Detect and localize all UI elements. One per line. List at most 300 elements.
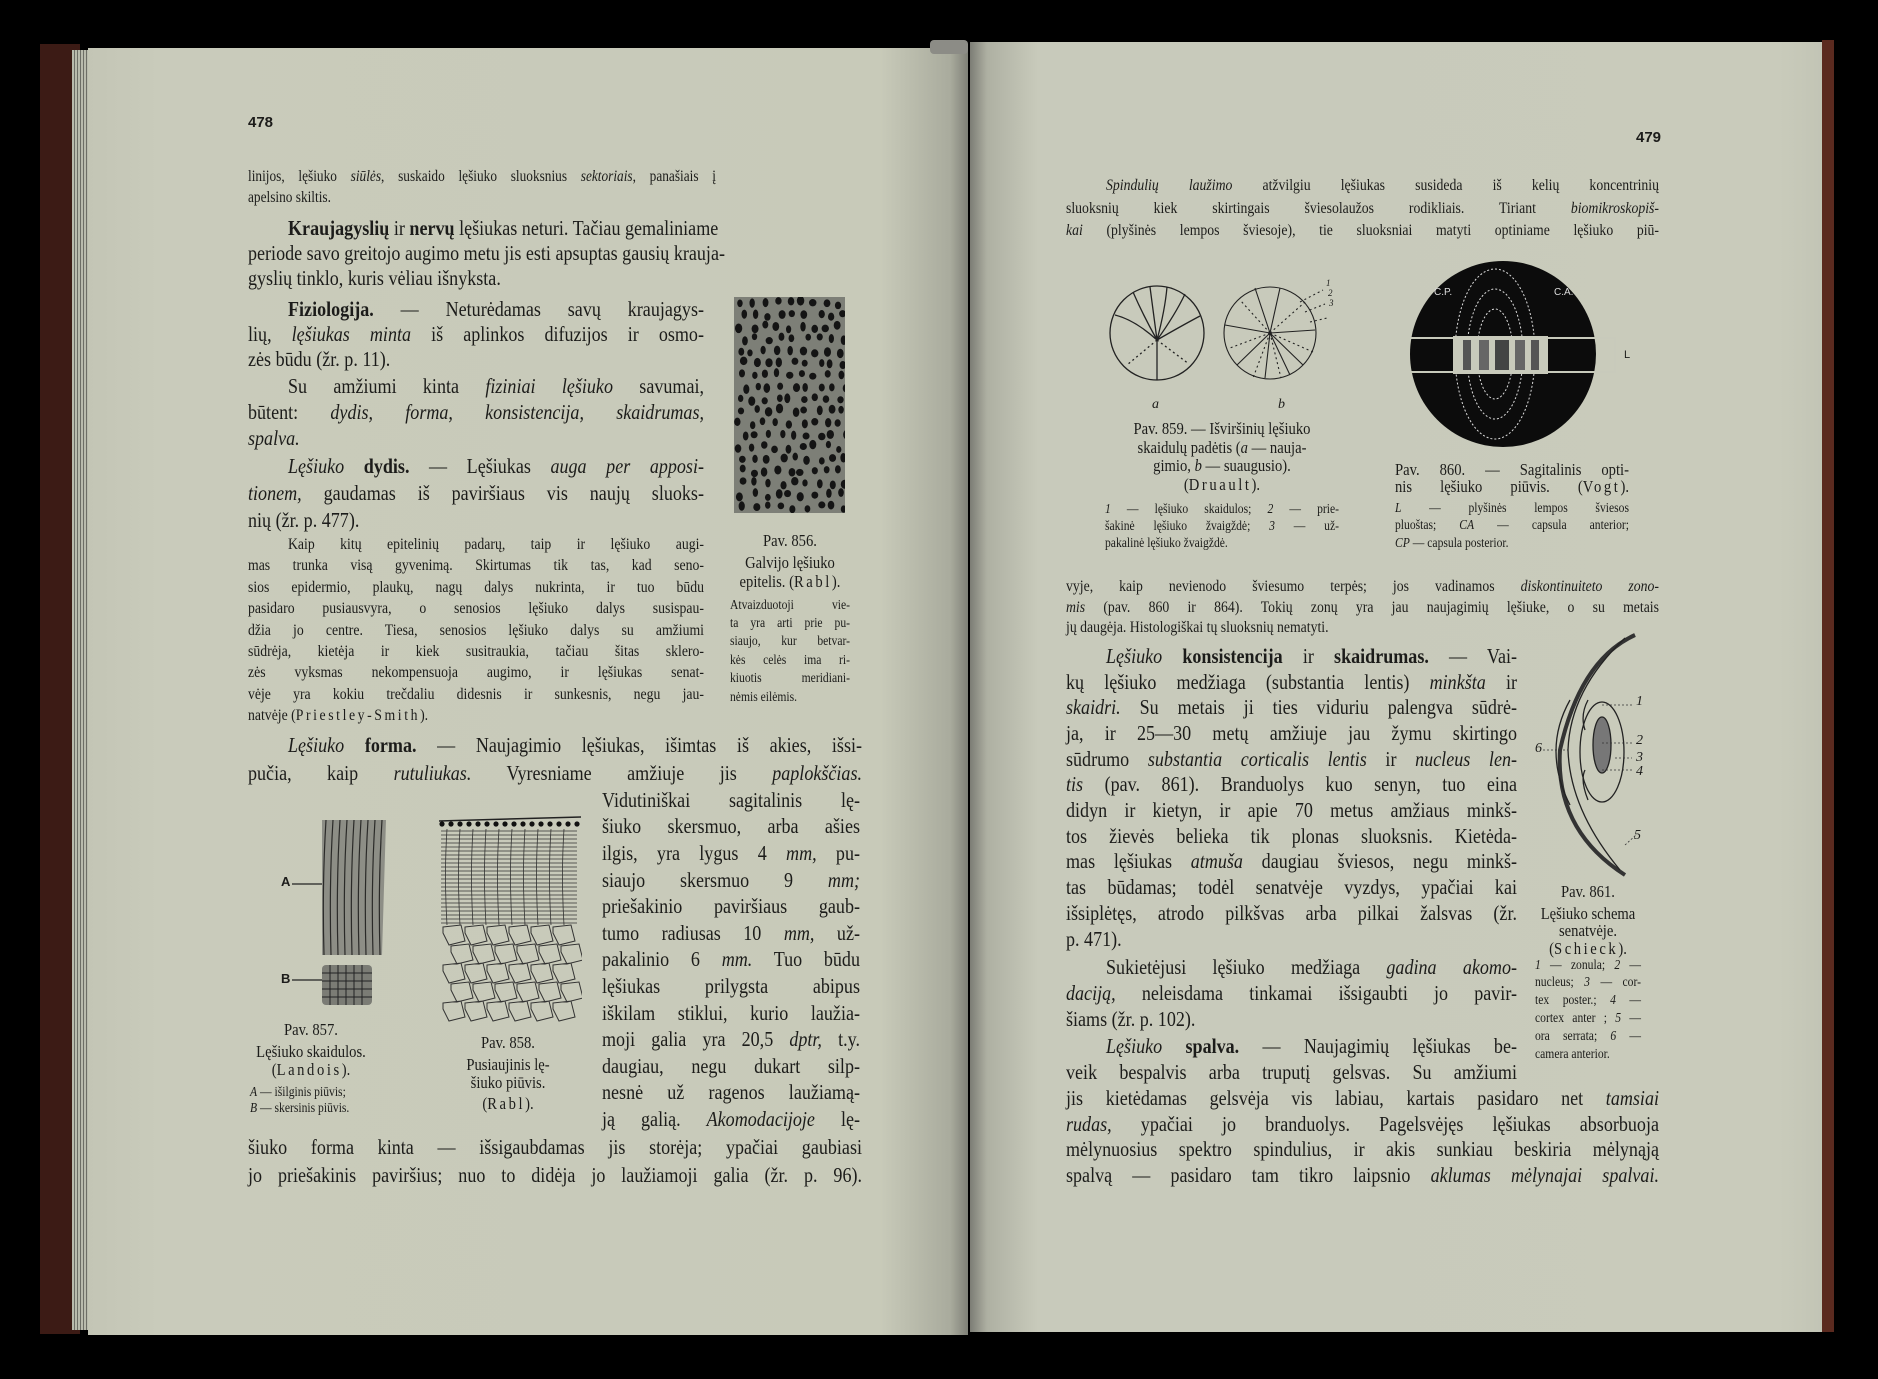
figure-856-nucleus-dot [763,383,770,393]
text-run: jis kietėdamas gelsvėja vis labiau, kartais pasidaro net [1066,1085,1606,1110]
left-p8-line [602,813,860,839]
left-p3-line [248,346,704,372]
figures-fig858-title-line [448,1093,568,1114]
italic-run: rutuliukas. [393,760,472,785]
text-run: mas trunka visą gyvenimą. Skirtumas tik tas, kad seno- [248,557,704,575]
text-run: — nauja- [1247,437,1307,457]
text-run: sluoksnių kiek skirtingais šviesolaužos rodikliais. Tiriant [1066,199,1571,217]
figure-856-nucleus-dot [747,349,752,356]
italic-run: biomikroskopiš- [1570,199,1659,217]
figure-856-nucleus-dot [743,384,749,394]
figure-856-nucleus-dot [789,334,795,342]
text-run: vyje, kaip nevienodo šviesumo terpės; jos vadinamos [1066,578,1521,595]
figure-856-nucleus-dot [817,479,823,488]
italic-run: L [1395,499,1402,515]
text-run: ). [831,572,841,592]
figure-857-fibers-longitudinal [292,820,386,955]
figure-858-epithelial-nucleus [574,821,579,826]
spaced-run: Druault [1188,474,1252,494]
text-run: Pav. 861. [1561,882,1615,902]
binding-thread [930,40,968,54]
text-run: nucleus; [1535,974,1585,990]
figure-860-label-cp: C.P. [1434,287,1453,298]
right-p4-line [1106,954,1517,980]
figure-856-nucleus-dot [827,430,834,439]
figure-856-nucleus-dot [805,334,811,341]
italic-run: tionem, [248,480,302,505]
text-run: būtent: [248,399,331,424]
left-p8-line [602,973,860,999]
figure-860-label-ca: C.A. [1554,287,1574,298]
text-run: ). [1618,939,1627,959]
italic-run: 1 [1105,500,1111,516]
figure-856-nucleus-dot [839,371,845,380]
right-p1-line [1066,221,1659,241]
figure-856-nucleus-dot [824,466,830,473]
figure-856-nucleus-dot [775,297,781,305]
text-run: tos žievės belieka tik plonas sluoksnis. Kietėda- [1066,823,1517,848]
italic-run: diskontinuiteto zono- [1520,578,1660,595]
text-run: — plyšinės lempos šviesos [1401,499,1629,515]
figure-856-nucleus-dot [817,333,823,340]
text-run: pakalinio 6 [602,947,722,972]
text-run: (pav. 860 ir 864). Tokių zonų yra jau naujagimių lęšiuke, o su metais [1085,598,1659,616]
left-p8-line [602,787,860,813]
text-run: Lęšiuko schema [1540,904,1636,924]
page-number-right: 479 [1636,129,1662,146]
italic-run: auga per apposi- [550,453,704,478]
right-p3-line [1066,669,1517,695]
text-run: ilgis, yra lygus 4 [602,841,787,866]
figure-856-nucleus-dot [800,347,807,356]
right-p6-line [1066,1085,1659,1111]
figure-858-epithelial-nucleus [475,821,480,826]
text-run: senatvėje. [1558,921,1618,941]
figure-861-mark-3: 3 [1636,750,1643,765]
figures-fig860-legend-line [1395,517,1629,534]
text-run: veik bespalvis arba truputį gelsvas. Su amžiumi [1066,1059,1517,1084]
figure-856-nucleus-dot [827,359,833,368]
figures-fig861-legend-line [1535,974,1641,991]
text-run: priešakinio paviršiaus gaub- [602,894,860,919]
right-p5-line [1106,1033,1517,1059]
figure-856-nucleus-dot [786,325,791,333]
figure-856-nucleus-dot [762,397,768,404]
figure-856-nucleus-dot [791,431,796,440]
text-run: išsiplėtęs, atrodo pilkšvas arba pilkai žalsvas (žr. [1066,900,1517,925]
right-p2-line [1066,577,1659,597]
text-run: kiuotis meridiani- [730,670,850,686]
figure-858-epithelial-nucleus [565,821,570,826]
italic-run: Lęšiuko [288,732,345,757]
text-run: moji galia yra 20,5 [602,1027,790,1052]
italic-run: Lęšiuko [288,453,345,478]
text-run: tumo radiusas 10 [602,920,784,945]
figure-856-nucleus-dot [756,383,761,390]
figure-859-circle-a [1110,286,1204,380]
figure-856-nucleus-dot [812,393,818,401]
figures-fig859-legend-line [1105,535,1339,552]
italic-run: Lęšiuko [1106,643,1163,668]
figure-859-circle-b [1224,287,1327,379]
spaced-run: Schieck [1553,939,1619,959]
text-run: atžvilgiu lęšiukas susideda iš kelių koncentrinių [1232,177,1659,194]
text-run: — [1615,992,1642,1008]
figure-856-nucleus-dot [735,323,742,333]
figure-859-mark-3: 3 [1329,298,1334,308]
italic-run: B [250,1100,258,1116]
text-run: Pav. 858. [481,1033,535,1053]
italic-run: mm, [783,920,815,945]
figures-fig861-legend-line [1535,1028,1641,1045]
italic-run: 5 [1615,1009,1622,1025]
figure-856-nucleus-dot [772,322,779,331]
figure-856-nucleus-dot [784,490,791,497]
text-run: pučia, kaip [248,760,394,785]
right-p1-line [1106,176,1659,196]
text-run: gaudamas iš paviršiaus vis naujų sluoks- [301,480,704,505]
figure-856-nucleus-dot [802,383,808,392]
left-p1-line [248,188,716,207]
text-run: camera anterior. [1535,1045,1610,1061]
figures-fig858-title-line [448,1032,568,1053]
left-p6-line [248,685,704,705]
figure-856-nucleus-dot [776,357,782,367]
text-run: t.y. [821,1027,860,1052]
right-p5-line [1066,1059,1517,1085]
text-run: spalvą — pasidaro tam tikro laipsnio [1066,1162,1431,1187]
figures-fig859-legend-line [1105,518,1339,535]
text-run: nėmis eilėmis. [730,688,798,704]
figure-856-nucleus-dot [819,384,825,392]
figure-858-polygonal-cells [443,925,582,1021]
figure-860-slit-lamp-section [1395,258,1620,453]
figure-856-nucleus-dot [771,446,778,454]
text-run: iš aplinkos difuzijos ir osmo- [411,321,704,346]
figures-fig857-legend-line [250,1100,376,1117]
text-run: savumai, [612,373,705,398]
text-run: Atvaizduotoji vie- [730,596,850,612]
figure-856-nucleus-dot [799,370,805,377]
right-p6-line [1066,1111,1659,1137]
figure-856-nucleus-dot [762,370,768,378]
figure-856-nucleus-dot [755,405,760,413]
figure-856-nucleus-dot [825,370,831,377]
figure-856-nucleus-dot [835,419,841,426]
bold-run: forma. [364,732,417,757]
spaced-run: Vogt [1582,477,1621,497]
left-p8-line [602,867,860,893]
italic-run: skaidri. [1066,695,1121,720]
bold-run: dydis. [363,453,410,478]
text-run: — suaugusio). [1201,456,1291,476]
figure-860-label-l: L [1624,349,1631,361]
text-run: — Naujagimių lęšiukas be- [1239,1033,1517,1058]
italic-run: aklumas mėlynajai spalvai. [1430,1162,1659,1187]
text-run: pakalinė lęšiuko žvaigždė. [1105,534,1228,550]
text-run: džia jo centre. Tiesa, senosios lęšiuko dalys su amžiumi [248,621,704,639]
figure-856-nucleus-dot [837,349,844,358]
figure-858-epithelial-nucleus [529,821,534,826]
figure-856-nucleus-dot [765,479,770,488]
figure-856-nucleus-dot [739,369,745,377]
figures-fig857-title-line [250,1059,372,1080]
text-run: — cor- [1589,974,1641,990]
figure-856-nucleus-dot [836,446,841,453]
text-run: — Naujagimio lęšiukas, išimtas iš akies, išsi- [416,732,863,757]
text-run: — Vai- [1428,643,1518,668]
left-p8-line [602,1026,860,1052]
book-cover-right [1822,40,1834,1332]
figure-856-nucleus-dot [803,456,810,465]
text-run: — [1616,1027,1641,1043]
right-p3-line [1066,771,1517,797]
figure-856-nucleus-dot [788,297,795,305]
figure-856-nucleus-dot [764,313,770,321]
figure-856-nucleus-dot [838,488,844,497]
text-run: Pav. 857. [284,1020,338,1040]
figure-856-nucleus-dot [752,333,757,340]
figure-856-nucleus-dot [762,321,768,329]
figure-856-nucleus-dot [802,419,808,428]
text-run: sūdrumo [1066,746,1148,771]
figure-856-nucleus-dot [740,465,746,473]
figures-fig856-title-line [728,571,852,592]
figure-856-nucleus-dot [784,393,790,403]
text-run: gyslių tinklo, kuris vėliau išnyksta. [248,265,501,290]
italic-run: sektoriais [580,168,633,186]
right-p6-line [1066,1162,1659,1188]
figure-858-epithelial-nucleus [520,821,525,826]
left-p7-line [248,760,862,786]
figure-856-nucleus-dot [811,492,818,499]
figure-856-nucleus-dot [739,501,745,511]
text-run: šiuko piūvis. [470,1073,546,1093]
figure-856-nucleus-dot [826,441,831,448]
figure-857-lens-fibers [278,815,393,1010]
figure-856-nucleus-dot [828,313,834,321]
figure-856-nucleus-dot [780,430,785,438]
figure-856-nucleus-dot [781,454,788,463]
italic-run: 1 [1535,956,1541,972]
text-run: ta yra arti prie pu- [730,614,850,630]
text-run: (plyšinės lempos šviesoje), tie sluoksniai matyti optiniame lęšiuko piū- [1082,222,1659,239]
text-run: Tuo būdu [752,947,860,972]
italic-run: daciją, [1066,980,1116,1005]
figure-856-nucleus-dot [748,396,755,406]
figures-fig860-legend-line [1395,535,1629,552]
italic-run: tis [1066,772,1084,797]
figure-856-nucleus-dot [740,477,747,484]
text-run: Galvijo lęšiuko [745,553,835,573]
text-run: kės celės ima ri- [730,651,850,667]
italic-run: dptr, [789,1027,822,1052]
figure-856-nucleus-dot [750,421,755,429]
text-run: — skersinis piūvis. [257,1100,350,1116]
figure-856-nucleus-dot [811,325,818,333]
figure-856-nucleus-dot [786,420,792,428]
figure-857-fibers-cross [292,965,372,1005]
figure-856-nucleus-dot [834,321,841,330]
left-p4-line [248,399,704,425]
left-p8-line [602,1053,860,1079]
left-p8-line [602,1000,860,1026]
spaced-run: Rabl [793,572,832,592]
left-p8-line [602,1079,860,1105]
figure-858-epithelial-nucleus [556,821,561,826]
italic-run: 3 [1584,974,1590,990]
italic-run: substantia corticalis lentis [1147,746,1367,771]
italic-run: fiziniai lęšiuko [485,373,613,398]
left-p2-line [248,265,716,291]
figure-856-nucleus-dot [763,298,769,307]
right-p4-line [1066,1006,1517,1032]
figure-858-capsule [439,817,581,821]
spaced-run: Landois [276,1060,342,1080]
figure-856-nucleus-dot [828,501,835,510]
text-run: cortex anter ; [1535,1009,1616,1025]
italic-run: lęšiukas minta [291,321,412,346]
italic-run: a [1240,437,1248,457]
figure-856-nucleus-dot [811,418,818,426]
figure-856-nucleus-dot [763,455,770,464]
figure-858-epithelial-nucleus [538,821,543,826]
figure-856-nucleus-dot [743,431,749,440]
figure-856-nucleus-dot [829,454,836,462]
text-run: linijos, lęšiuko [248,168,351,186]
figure-856-nucleus-dot [766,337,773,344]
italic-run: 2 [1267,500,1274,516]
text-run: — capsula anterior; [1474,517,1629,533]
italic-run: siūlės [350,168,382,186]
text-run: natvėje ( [248,707,296,725]
text-run: — Lęšiukas [409,453,551,478]
left-p6-line [248,663,704,683]
text-run: Vidutiniškai sagitalinis lę- [602,787,860,812]
figure-856-nucleus-dot [780,481,786,489]
figure-856-nucleus-dot [838,406,843,414]
figure-856-nucleus-dot [760,346,765,355]
text-run: — lęšiuko skaidulos; [1110,500,1268,516]
figure-856-nucleus-dot [779,333,785,341]
text-run: — už- [1274,517,1339,533]
left-p8-line [602,920,860,946]
text-run: ). [1251,474,1261,494]
figure-856-nucleus-dot [751,477,756,486]
figure-858-epithelial-nucleus [547,821,552,826]
left-p8-line [602,1106,860,1132]
figure-856-nucleus-dot [792,453,798,461]
figure-856-nucleus-dot [791,477,798,485]
italic-run: kai [1066,222,1083,239]
figure-856-nucleus-dot [765,358,772,367]
text-run: pluoštas; [1395,517,1460,533]
figure-856-nucleus-dot [800,407,807,414]
figures-fig861-legend-line [1535,1046,1641,1063]
text-run: periode savo greitojo augimo metu jis esti apsuptas gausių krauja- [248,240,725,265]
figure-856-nucleus-dot [789,468,796,477]
text-run: didyn ir kietyn, ir apie 70 metus amžiaus minkš- [1066,798,1517,823]
figures-fig856-title-line [728,530,852,551]
figure-856-nucleus-dot [760,417,766,425]
left-p4-line [288,373,704,399]
figures-fig856-note-line [730,652,850,669]
figure-859-mark-2: 2 [1328,288,1333,298]
text-run: nesnė už ragenos laužiamą- [602,1080,860,1105]
text-run: mėlynuosius spektro spindulius, ir akis sunkiau beskiria mėlynąją [1066,1137,1659,1162]
left-p6-line [248,599,704,619]
figure-856-nucleus-dot [819,310,825,318]
figure-856-nucleus-dot [774,368,779,377]
figures-fig856-note-line [730,615,850,632]
text-run: ją galią. [602,1107,707,1132]
italic-run: b [1194,456,1202,476]
figure-856-nucleus-dot [774,346,780,356]
bold-run: Fiziologija. [288,296,374,321]
text-run: Kaip kitų epitelinių padarų, taip ir lęšiuko augi- [288,536,704,553]
text-run: ir [1485,669,1518,694]
figure-856-nucleus-dot [809,440,816,449]
figure-856-nucleus-dot [824,299,831,307]
figure-861-mark-6: 6 [1535,741,1542,756]
italic-run: tamsiai [1605,1085,1659,1110]
italic-run: CA [1459,517,1475,533]
figure-856-nucleus-dot [753,309,758,319]
text-run: ir [1366,746,1416,771]
right-p3-line [1066,720,1517,746]
text-run: lęšiukas neturi. Tačiau gemaliniame [454,215,719,240]
right-p6-line [1066,1136,1659,1162]
figure-856-nucleus-dot [835,465,841,473]
figure-856-nucleus-dot [736,492,743,501]
figure-856-nucleus-dot [754,358,761,367]
italic-run: Akomodacijoje [706,1107,815,1132]
left-p8-line [602,946,860,972]
figure-856-nucleus-dot [749,298,754,307]
left-p5-line [288,453,704,479]
text-run: ( [1183,474,1189,494]
text-run: — zonula; [1540,956,1615,972]
text-run: šiuko skersmuo, arba ašies [602,814,860,839]
left-p6-line [248,621,704,641]
italic-run: mis [1066,598,1086,616]
figure-856-epithelium-image [734,297,845,513]
text-run: ). [341,1060,351,1080]
figures-fig856-note-line [730,597,850,614]
figure-856-nucleus-dot [740,357,748,365]
right-p3-line [1106,643,1517,669]
text-run: sūdrėja, kietėja ir kiek susitraukia, tačiau šitas sklero- [248,643,704,660]
text-run: lęšiukas prilygsta abipus [602,974,860,999]
figure-859-label-a: a [1152,397,1159,412]
spaced-run: Rabl [487,1094,526,1114]
figure-856-nucleus-dot [793,407,800,417]
text-run: ypačiai jo branduolys. Pagelsvėjęs lęšiukas absorbuoja [1111,1111,1659,1136]
text-run: kų lęšiuko medžiaga (substantia lentis) [1066,669,1430,694]
figure-856-nucleus-dot [772,418,777,426]
text-run: nis lęšiuko piūvis. ( [1395,477,1583,497]
figure-856-nucleus-dot [826,489,832,498]
figure-856-nucleus-dot [819,359,824,367]
figure-856-nucleus-dot [800,443,807,450]
italic-run: spalva. [248,425,300,450]
figure-856-nucleus-dot [765,501,770,508]
figure-856-nucleus-dot [738,395,743,402]
text-run: epitelis. ( [739,572,794,592]
italic-run: mm; [827,867,860,892]
text-run: Sukietėjusi lęšiuko medžiaga [1106,954,1387,979]
figures-fig861-legend-line [1535,957,1641,974]
